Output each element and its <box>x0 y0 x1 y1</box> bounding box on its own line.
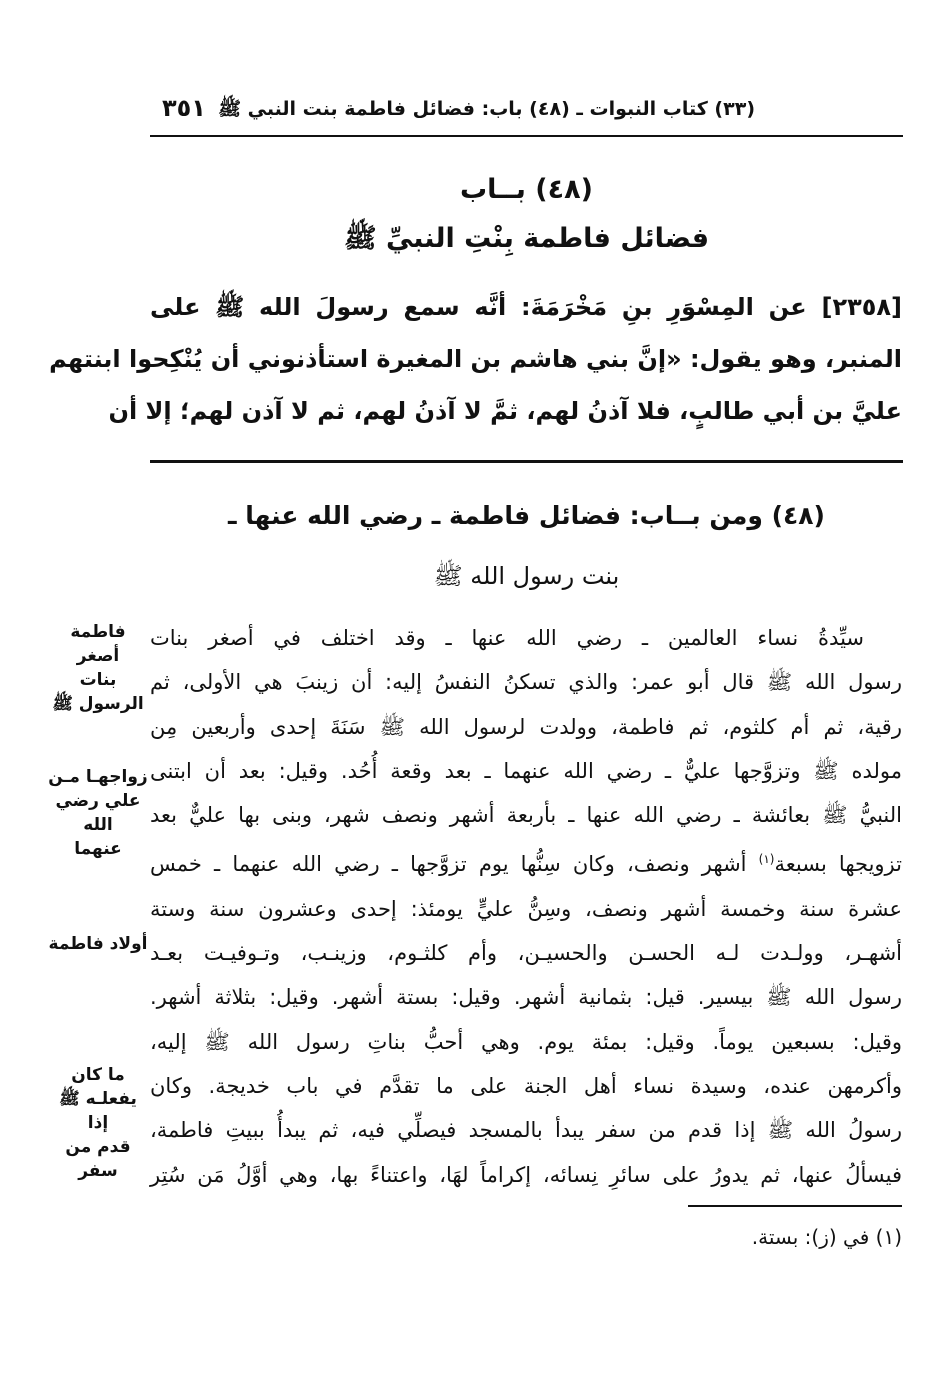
page-number: ٣٥١ <box>162 94 206 122</box>
margin-note-line: ما كان <box>71 1065 125 1085</box>
margin-note-line: الرسول ﷺ <box>52 694 144 714</box>
commentary-fragment: أشهر ونصف، وكان سِنُّها يوم تزوَّجها ـ رضي الله عنهما ـ خمس <box>150 852 747 877</box>
commentary-line: وأكرمهن عنده، وسيدة نساء أهل الجنة على ما تقدَّم في باب خديجة. وكان <box>150 1073 902 1098</box>
commentary-line: سيِّدةُ نساء العالمين ـ رضي الله عنها ـ وقد اختلف في أصغر بنات <box>150 626 864 650</box>
footnote-marker: (١) <box>758 852 775 867</box>
commentary-text <box>150 616 902 1197</box>
commentary-line: النبيُّ ﷺ بعائشة ـ رضي الله عنها ـ بأربعة أشهر ونصف شهر، وبنى بها عليٌّ بعد <box>150 803 902 828</box>
header-divider <box>150 135 903 137</box>
commentary-subheading: بنت رسول الله ﷺ <box>433 562 620 590</box>
commentary-line: رسولُ الله ﷺ إذا قدم من سفر يبدأ بالمسجد فيصلِّي فيه، ثم يبدأُ ببيتِ فاطمة، <box>150 1118 902 1143</box>
margin-note <box>48 620 148 716</box>
commentary-line: رسول الله ﷺ قال أبو عمر: والذي تسكنُ النفسُ إليه: أن زينبَ هي الأولى، ثم <box>150 670 902 695</box>
commentary-line: وقيل: بسبعين يوماً. وقيل: بمئة يوم. وهي أحبُّ بناتِ رسول الله ﷺ إليه، <box>150 1029 902 1054</box>
margin-note-line: بنات <box>79 670 117 690</box>
commentary-line: أشهـر، وولـدت لـه الحسـن والحسيـن، وأم كلثـوم، وزينـب، وتـوفيـت بعـد <box>150 941 902 966</box>
commentary-line <box>150 837 902 886</box>
margin-note-line: فاطمة أصغر <box>70 622 126 666</box>
commentary-line: مولده ﷺ وتزوَّجها عليٌّ ـ رضي الله عنهما ـ بعد وقعة أُحُد. وقيل: بعد أن ابتنى <box>150 758 902 783</box>
commentary-line: فيسألُ عنها، ثم يدورُ على سائرِ نِسائه، إكراماً لهَا، واعتناءً بها، وهي أوَّلُ مَن سُتِر <box>150 1162 902 1187</box>
commentary-fragment: تزويجها بسبعة <box>774 852 902 877</box>
hadith-line: المنبر، وهو يقول: «إنَّ بني هاشم بن المغيرة استأذنوني أن يُنْكِحوا ابنتهم <box>49 345 902 373</box>
hadith-text <box>49 281 902 437</box>
margin-note-line: أولاد فاطمة <box>48 934 148 954</box>
margin-note-line: عنهما <box>74 839 122 859</box>
footnote-divider <box>688 1205 902 1207</box>
commentary-heading: (٤٨) ومن بــاب: فضائل فاطمة ـ رضي الله عنها ـ <box>228 501 825 530</box>
section-divider <box>150 460 903 463</box>
margin-note <box>48 765 148 861</box>
margin-note-line: يفعلـه ﷺ إذا <box>59 1089 137 1133</box>
hadith-line: [٢٣٥٨] عن المِسْوَرِ بنِ مَخْرَمَةَ: أنَّه سمع رسولَ الله ﷺ على <box>150 293 902 321</box>
commentary-line: رقية، ثم أم كلثوم، ثم فاطمة، وولدت لرسول الله ﷺ سَنَةَ إحدى وأربعين مِن <box>150 714 902 739</box>
footnote: (١) في (ز): بستة. <box>751 1225 902 1249</box>
margin-note-line: زواجهـا مـن <box>48 767 148 787</box>
chapter-number: (٤٨) بــاب <box>460 174 593 205</box>
chapter-title: فضائل فاطمة بِنْتِ النبيِّ ﷺ <box>343 223 710 254</box>
margin-note-line: علي رضي الله <box>55 791 141 835</box>
margin-note <box>48 1063 148 1183</box>
commentary-line: عشرة سنة وخمسة أشهر ونصف، وسِنُّ عليٍّ يومئذ: إحدى وعشرون سنة وستة <box>150 896 902 921</box>
commentary-line: رسول الله ﷺ بيسير. قيل: بثمانية أشهر. وقيل: بستة أشهر. وقيل: بثلاثة أشهر. <box>150 985 902 1010</box>
hadith-line: عليَّ بن أبي طالبٍ، فلا آذنُ لهم، ثمَّ لا آذنُ لهم، ثم لا آذن لهم؛ إلا أن <box>108 397 902 425</box>
running-title: (٣٣) كتاب النبوات ـ (٤٨) باب: فضائل فاطمة بنت النبي ﷺ <box>218 98 755 120</box>
margin-note <box>48 932 148 956</box>
margin-note-line: قدم من سفر <box>65 1137 131 1181</box>
